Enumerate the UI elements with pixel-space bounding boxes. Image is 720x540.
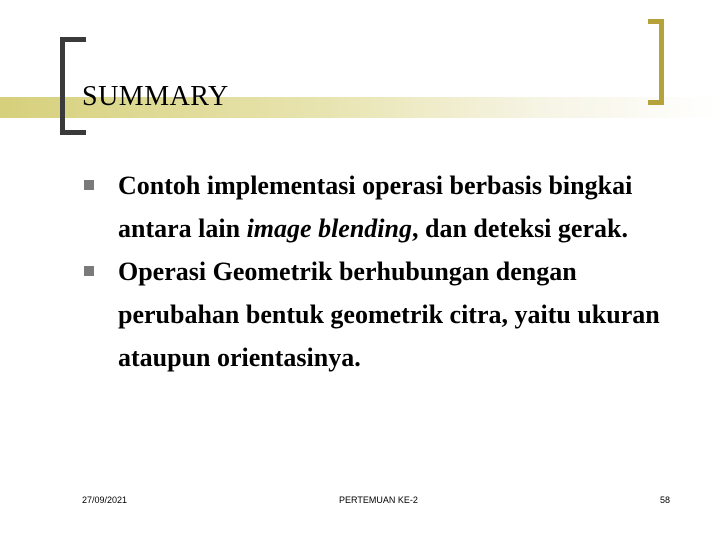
left-bracket-bottom-decoration [60, 130, 86, 135]
right-bracket-top-decoration [648, 19, 664, 24]
bullet-list [84, 164, 684, 379]
footer-label: PERTEMUAN KE-2 [339, 495, 418, 505]
slide-number: 58 [660, 495, 671, 505]
left-bracket-top-decoration [60, 37, 86, 42]
left-bracket-decoration [60, 37, 65, 135]
bullet-text-segment: Contoh implementasi operasi berbasis bingkai antara lain [118, 171, 633, 243]
slide-title: SUMMARY [82, 81, 229, 112]
bullet-item [84, 250, 684, 379]
right-bracket-bottom-decoration [648, 100, 664, 105]
square-bullet-icon [84, 266, 94, 276]
bullet-text-italic-segment: image blending [246, 214, 412, 243]
footer-date: 27/09/2021 [82, 495, 128, 505]
bullet-text-segment: , dan deteksi gerak. [411, 214, 628, 243]
bullet-text-segment: Operasi Geometrik berhubungan dengan perubahan bentuk geometrik citra, yaitu ukuran ataupun orientasinya. [118, 257, 660, 372]
square-bullet-icon [84, 180, 94, 190]
bullet-item [84, 164, 684, 250]
bullet-text [118, 171, 632, 243]
right-bracket-decoration [659, 19, 664, 105]
bullet-text [118, 257, 660, 372]
